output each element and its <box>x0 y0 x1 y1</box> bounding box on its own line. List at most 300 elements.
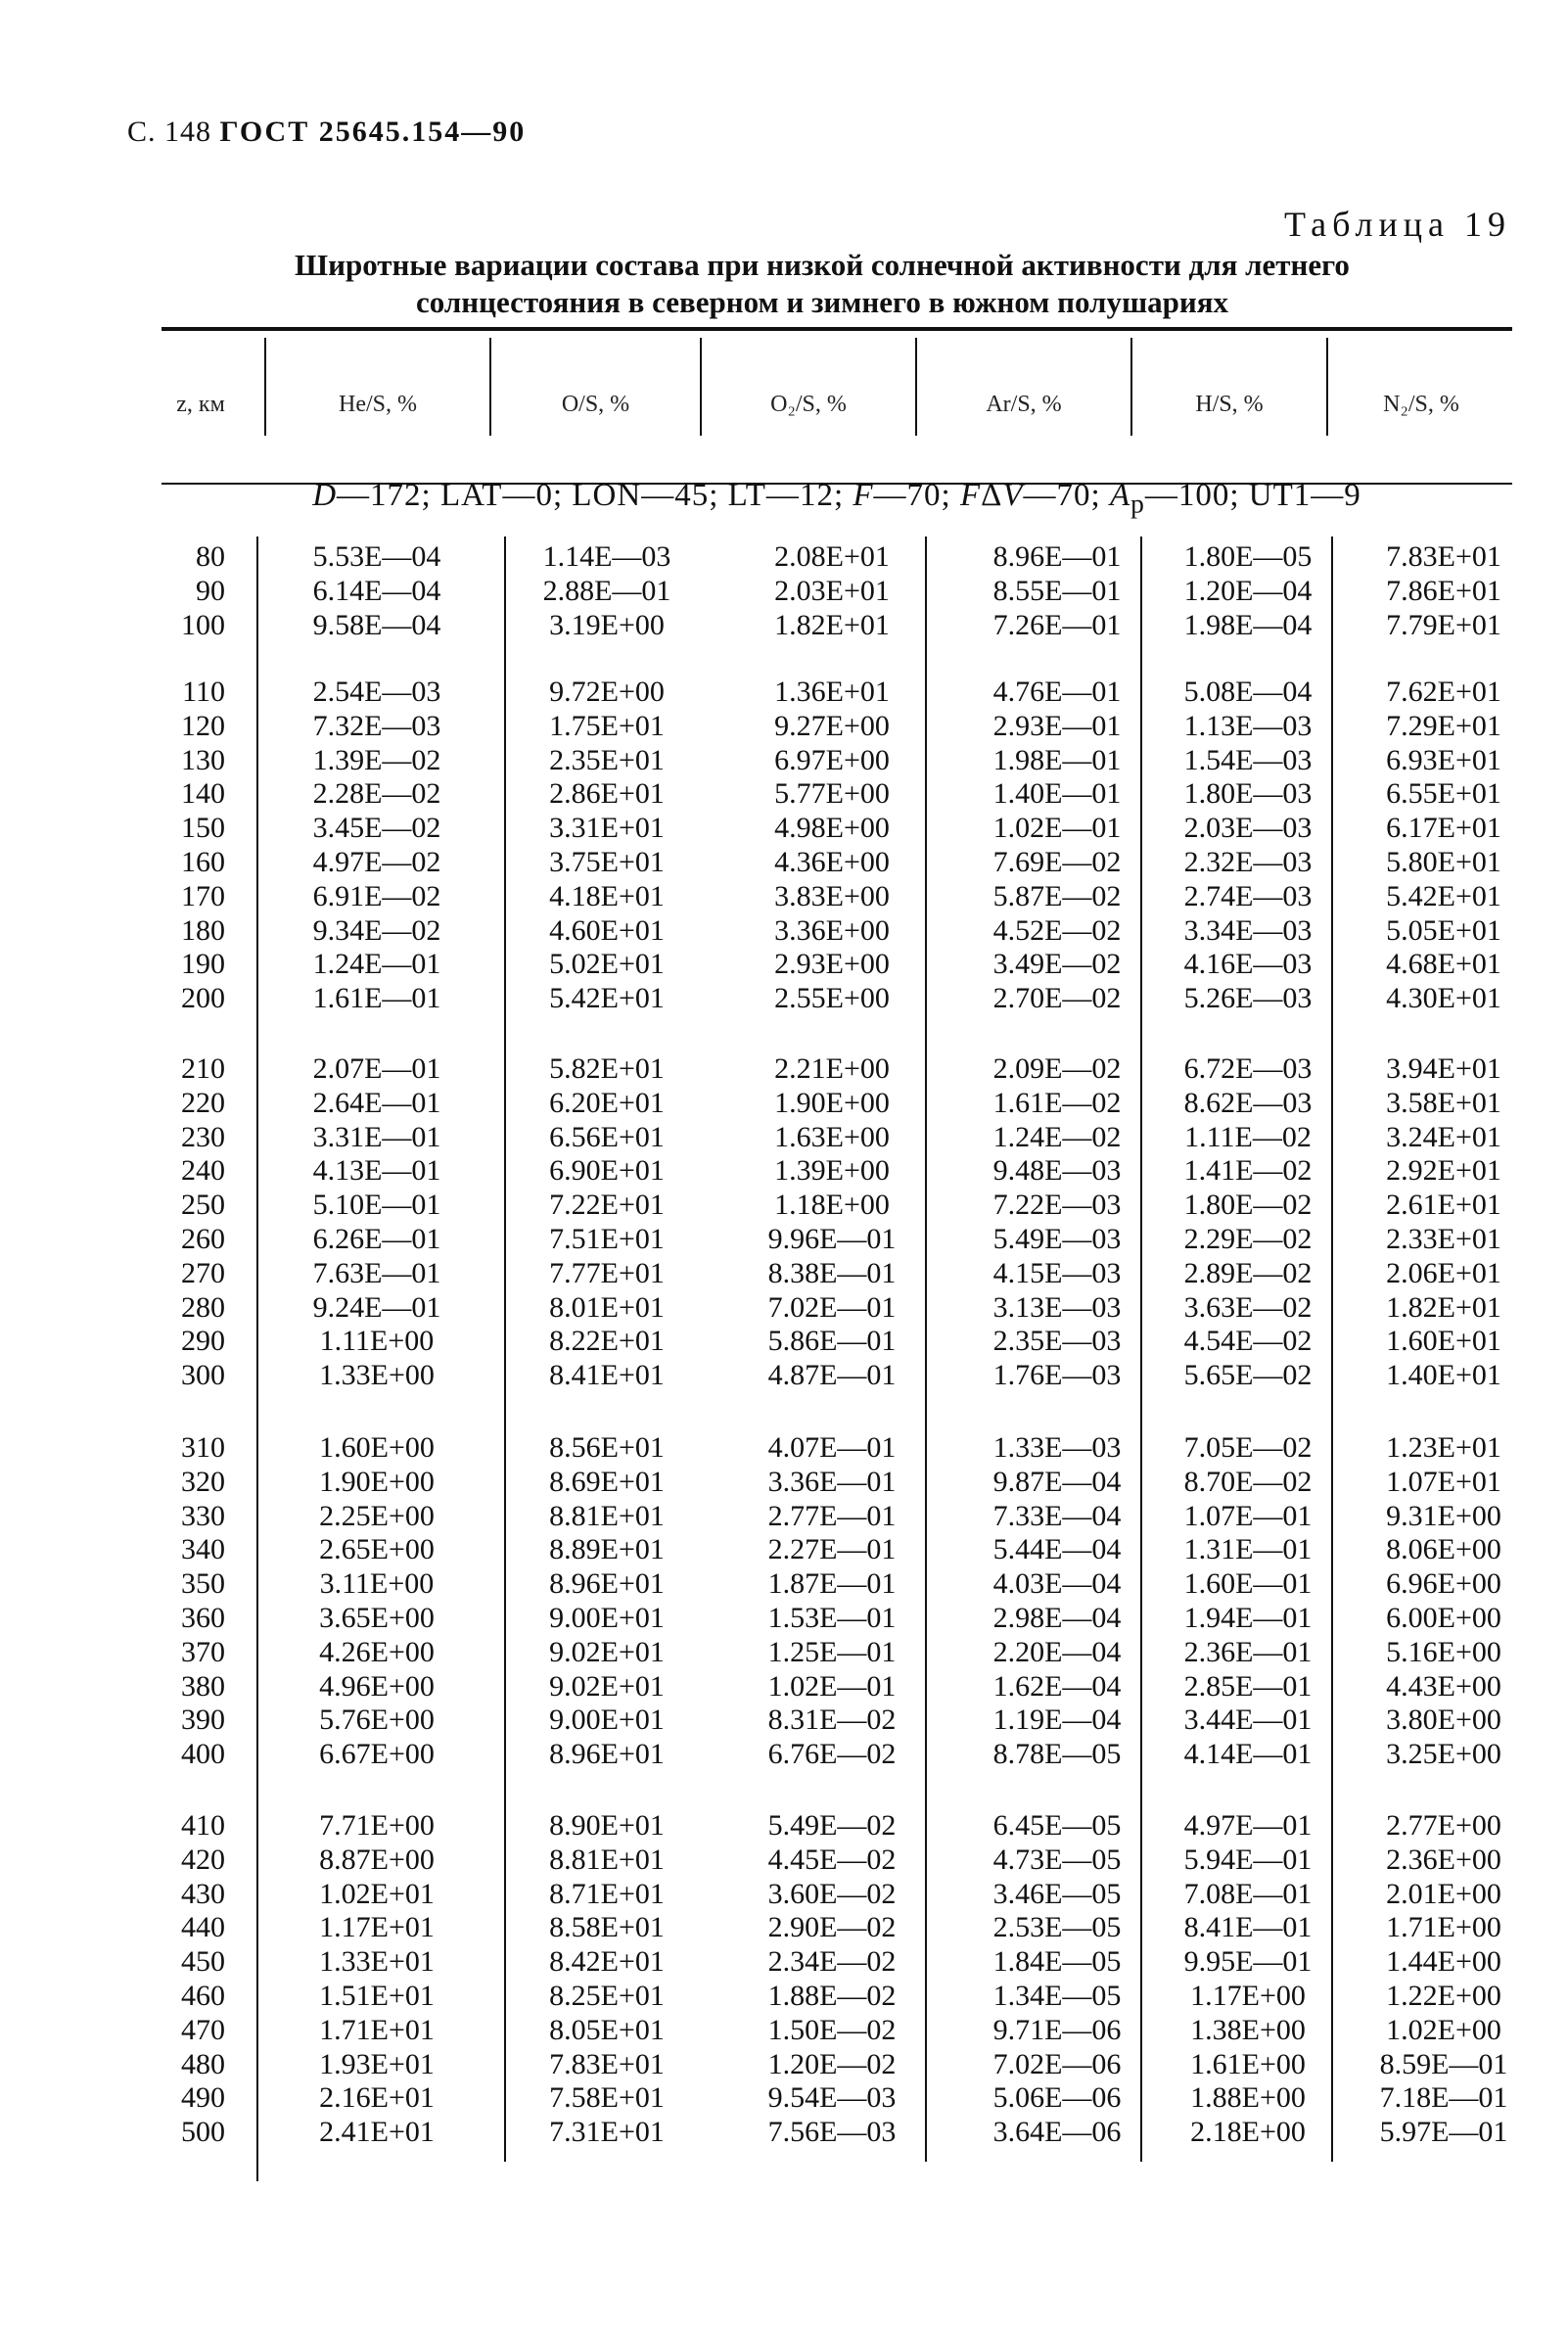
n2-cell: 1.44E+00 <box>1386 1945 1501 1979</box>
table-row <box>0 2048 1568 2083</box>
table-row <box>0 948 1568 983</box>
n2-cell: 5.80E+01 <box>1386 846 1501 878</box>
param-d: 172 <box>370 478 422 513</box>
h-cell: 1.20E—04 <box>1183 574 1313 607</box>
altitude-cell: 490 <box>181 2081 225 2115</box>
n2-cell: 3.58E+01 <box>1386 1086 1501 1119</box>
o2-cell: 3.60E—02 <box>767 1877 897 1910</box>
n2-cell: 1.22E+00 <box>1386 1980 1501 2012</box>
ar-cell: 2.93E—01 <box>992 709 1122 742</box>
o-cell: 3.19E+00 <box>549 608 665 641</box>
he-cell: 1.24E—01 <box>312 948 441 981</box>
o2-cell: 7.02E—01 <box>767 1290 897 1324</box>
h-cell: 4.54E—02 <box>1183 1325 1313 1358</box>
he-cell: 3.31E—01 <box>312 1120 441 1153</box>
table-row <box>0 914 1568 950</box>
n2-cell: 2.92E+01 <box>1386 1154 1501 1188</box>
o-cell: 6.20E+01 <box>549 1086 665 1119</box>
he-cell: 6.91E—02 <box>312 879 441 912</box>
o2-cell: 9.54E—03 <box>767 2081 897 2115</box>
altitude-cell: 340 <box>181 1533 225 1566</box>
n2-cell: 1.02E+00 <box>1386 2013 1501 2046</box>
n2-cell: 5.97E—01 <box>1379 2116 1508 2149</box>
n2-cell: 6.93E+01 <box>1386 743 1501 776</box>
table-row <box>0 1980 1568 2015</box>
table-row <box>0 1602 1568 1637</box>
he-cell: 4.13E—01 <box>312 1154 441 1188</box>
h-cell: 3.63E—02 <box>1183 1290 1313 1324</box>
caption-line-2: солнцестояния в северном и зимнего в южном полушариях <box>415 285 1228 319</box>
h-cell: 2.03E—03 <box>1183 812 1313 845</box>
table-number: Таблица 19 <box>1284 205 1511 244</box>
h-cell: 5.08E—04 <box>1183 676 1313 708</box>
o2-cell: 2.93E+00 <box>774 948 890 981</box>
n2-cell: 2.36E+00 <box>1386 1843 1501 1876</box>
o2-cell: 1.90E+00 <box>774 1086 890 1119</box>
he-cell: 1.33E+00 <box>319 1359 435 1392</box>
ar-cell: 8.96E—01 <box>992 540 1122 573</box>
n2-cell: 7.29E+01 <box>1386 709 1501 742</box>
o-cell: 3.75E+01 <box>549 846 665 878</box>
o2-cell: 1.88E—02 <box>767 1980 897 2012</box>
o2-cell: 5.86E—01 <box>767 1325 897 1358</box>
h-cell: 4.16E—03 <box>1183 948 1313 981</box>
o2-cell: 4.87E—01 <box>767 1359 897 1392</box>
he-cell: 2.64E—01 <box>312 1086 441 1119</box>
he-cell: 6.26E—01 <box>312 1223 441 1255</box>
table-caption <box>157 247 1488 321</box>
o-cell: 8.22E+01 <box>549 1325 665 1358</box>
o2-cell: 2.55E+00 <box>774 982 890 1015</box>
h-cell: 7.08E—01 <box>1183 1877 1313 1910</box>
h-cell: 5.94E—01 <box>1183 1843 1313 1876</box>
altitude-cell: 150 <box>181 812 225 845</box>
he-cell: 7.32E—03 <box>312 709 441 742</box>
altitude-cell: 260 <box>181 1223 225 1255</box>
he-cell: 4.26E+00 <box>319 1635 435 1668</box>
he-cell: 1.93E+01 <box>319 2047 435 2080</box>
o2-cell: 1.53E—01 <box>767 1602 897 1634</box>
table-row <box>0 1052 1568 1088</box>
o2-cell: 3.83E+00 <box>774 879 890 912</box>
ar-cell: 9.48E—03 <box>992 1154 1122 1188</box>
altitude-cell: 380 <box>181 1669 225 1703</box>
n2-cell: 2.33E+01 <box>1386 1223 1501 1255</box>
ar-cell: 1.84E—05 <box>992 1945 1122 1979</box>
running-header <box>127 116 526 149</box>
altitude-cell: 430 <box>181 1877 225 1910</box>
h-cell: 3.44E—01 <box>1183 1704 1313 1737</box>
o-cell: 8.96E+01 <box>549 1567 665 1601</box>
altitude-cell: 470 <box>181 2013 225 2046</box>
he-cell: 2.25E+00 <box>319 1499 435 1532</box>
ar-cell: 1.62E—04 <box>992 1669 1122 1703</box>
o2-cell: 1.50E—02 <box>767 2013 897 2046</box>
ar-cell: 7.69E—02 <box>992 846 1122 878</box>
n2-cell: 1.40E+01 <box>1386 1359 1501 1392</box>
table-row <box>0 1257 1568 1292</box>
table-row <box>0 1670 1568 1705</box>
o2-cell: 1.63E+00 <box>774 1120 890 1153</box>
he-cell: 7.63E—01 <box>312 1256 441 1289</box>
h-cell: 1.38E+00 <box>1190 2013 1306 2046</box>
ar-cell: 6.45E—05 <box>992 1809 1122 1842</box>
n2-cell: 5.16E+00 <box>1386 1635 1501 1668</box>
o2-cell: 2.08E+01 <box>774 540 890 573</box>
table-row <box>0 1325 1568 1360</box>
ar-cell: 5.06E—06 <box>992 2081 1122 2115</box>
altitude-cell: 320 <box>181 1465 225 1498</box>
he-cell: 2.28E—02 <box>312 777 441 811</box>
o2-cell: 1.39E+00 <box>774 1154 890 1188</box>
o2-cell: 8.38E—01 <box>767 1256 897 1289</box>
he-cell: 1.51E+01 <box>319 1980 435 2012</box>
param-lon: 45 <box>674 478 710 513</box>
n2-cell: 2.77E+00 <box>1386 1809 1501 1842</box>
altitude-cell: 170 <box>181 879 225 912</box>
h-cell: 1.11E—02 <box>1184 1120 1312 1153</box>
column-header-ar: Ar/S, % <box>986 391 1062 417</box>
o-cell: 7.58E+01 <box>549 2081 665 2115</box>
model-parameters: D—172; LAT—0; LON—45; LT—12; F—70; FΔV—70; $A_p—100$; UT1—9 <box>312 478 1361 519</box>
o-cell: 8.56E+01 <box>549 1431 665 1464</box>
o-cell: 8.90E+01 <box>549 1809 665 1842</box>
table-row <box>0 2081 1568 2117</box>
altitude-cell: 460 <box>181 1980 225 2012</box>
ar-cell: 1.24E—02 <box>992 1120 1122 1153</box>
h-cell: 1.31E—01 <box>1183 1533 1313 1566</box>
he-cell: 3.45E—02 <box>312 812 441 845</box>
ar-cell: 2.20E—04 <box>992 1635 1122 1668</box>
o-cell: 1.14E—03 <box>542 540 671 573</box>
altitude-cell: 250 <box>181 1189 225 1222</box>
standard-number: ГОСТ 25645.154—90 <box>219 116 527 148</box>
n2-cell: 4.43E+00 <box>1386 1669 1501 1703</box>
altitude-cell: 110 <box>182 676 225 708</box>
n2-cell: 7.83E+01 <box>1386 540 1501 573</box>
he-cell: 1.02E+01 <box>319 1877 435 1910</box>
ar-cell: 7.26E—01 <box>992 608 1122 641</box>
ar-cell: 5.44E—04 <box>992 1533 1122 1566</box>
h-cell: 8.62E—03 <box>1183 1086 1313 1119</box>
column-header-o2: O₂/S, % <box>770 391 847 417</box>
table-row <box>0 812 1568 847</box>
altitude-cell: 280 <box>181 1290 225 1324</box>
o-cell: 2.86E+01 <box>549 777 665 811</box>
he-cell: 2.54E—03 <box>312 676 441 708</box>
he-cell: 7.71E+00 <box>319 1809 435 1842</box>
n2-cell: 2.01E+00 <box>1386 1877 1501 1910</box>
o-cell: 7.83E+01 <box>549 2047 665 2080</box>
he-cell: 9.24E—01 <box>312 1290 441 1324</box>
o-cell: 8.41E+01 <box>549 1359 665 1392</box>
table-row <box>0 1567 1568 1603</box>
o2-cell: 4.98E+00 <box>774 812 890 845</box>
table-row <box>0 846 1568 881</box>
h-cell: 8.41E—01 <box>1183 1911 1313 1944</box>
o2-cell: 7.56E—03 <box>767 2116 897 2149</box>
altitude-cell: 440 <box>181 1911 225 1944</box>
o-cell: 8.05E+01 <box>549 2013 665 2046</box>
o-cell: 5.82E+01 <box>549 1052 665 1085</box>
table-row <box>0 1291 1568 1327</box>
table-row <box>0 1121 1568 1156</box>
ar-cell: 8.55E—01 <box>992 574 1122 607</box>
he-cell: 3.11E+00 <box>319 1567 435 1601</box>
altitude-cell: 120 <box>181 709 225 742</box>
table-row <box>0 1431 1568 1467</box>
h-cell: 9.95E—01 <box>1183 1945 1313 1979</box>
ar-cell: 1.61E—02 <box>992 1086 1122 1119</box>
ar-cell: 1.40E—01 <box>992 777 1122 811</box>
o2-cell: 4.07E—01 <box>767 1431 897 1464</box>
he-cell: 5.10E—01 <box>312 1189 441 1222</box>
altitude-cell: 500 <box>181 2116 225 2149</box>
altitude-cell: 480 <box>181 2047 225 2080</box>
h-cell: 1.80E—05 <box>1183 540 1313 573</box>
o-cell: 9.00E+01 <box>549 1704 665 1737</box>
n2-cell: 9.31E+00 <box>1386 1499 1501 1532</box>
he-cell: 6.14E—04 <box>312 574 441 607</box>
altitude-cell: 210 <box>181 1052 225 1085</box>
altitude-cell: 410 <box>181 1809 225 1842</box>
n2-cell: 5.42E+01 <box>1386 879 1501 912</box>
n2-cell: 1.23E+01 <box>1386 1431 1501 1464</box>
o2-cell: 5.49E—02 <box>767 1809 897 1842</box>
he-cell: 1.90E+00 <box>319 1465 435 1498</box>
o-cell: 8.25E+01 <box>549 1980 665 2012</box>
he-cell: 1.60E+00 <box>319 1431 435 1464</box>
he-cell: 1.71E+01 <box>319 2013 435 2046</box>
n2-cell: 3.80E+00 <box>1386 1704 1501 1737</box>
altitude-cell: 300 <box>181 1359 225 1392</box>
ar-cell: 1.33E—03 <box>992 1431 1122 1464</box>
altitude-cell: 160 <box>181 846 225 878</box>
he-cell: 1.39E—02 <box>312 743 441 776</box>
o2-cell: 8.31E—02 <box>767 1704 897 1737</box>
he-cell: 2.16E+01 <box>319 2081 435 2115</box>
table-row <box>0 744 1568 779</box>
ar-cell: 3.13E—03 <box>992 1290 1122 1324</box>
he-cell: 1.61E—01 <box>312 982 441 1015</box>
o2-cell: 2.21E+00 <box>774 1052 890 1085</box>
ar-cell: 4.52E—02 <box>992 913 1122 947</box>
he-cell: 2.65E+00 <box>319 1533 435 1566</box>
h-cell: 1.54E—03 <box>1183 743 1313 776</box>
o2-cell: 6.76E—02 <box>767 1738 897 1771</box>
he-cell: 5.53E—04 <box>312 540 441 573</box>
h-cell: 1.13E—03 <box>1183 709 1313 742</box>
ar-cell: 3.46E—05 <box>992 1877 1122 1910</box>
table-row <box>0 1466 1568 1501</box>
h-cell: 4.14E—01 <box>1183 1738 1313 1771</box>
table-row <box>0 2014 1568 2049</box>
column-header-altitude: z, км <box>176 391 225 417</box>
ar-cell: 4.15E—03 <box>992 1256 1122 1289</box>
o2-cell: 1.18E+00 <box>774 1189 890 1222</box>
ar-cell: 4.76E—01 <box>992 676 1122 708</box>
h-cell: 1.60E—01 <box>1183 1567 1313 1601</box>
n2-cell: 7.62E+01 <box>1386 676 1501 708</box>
ar-cell: 2.35E—03 <box>992 1325 1122 1358</box>
n2-cell: 7.86E+01 <box>1386 574 1501 607</box>
o-cell: 9.02E+01 <box>549 1669 665 1703</box>
altitude-cell: 390 <box>181 1704 225 1737</box>
h-cell: 2.18E+00 <box>1190 2116 1306 2149</box>
param-lt: 12 <box>799 478 834 513</box>
h-cell: 1.07E—01 <box>1183 1499 1313 1532</box>
ar-cell: 2.70E—02 <box>992 982 1122 1015</box>
h-cell: 5.65E—02 <box>1183 1359 1313 1392</box>
he-cell: 6.67E+00 <box>319 1738 435 1771</box>
altitude-cell: 220 <box>181 1086 225 1119</box>
ar-cell: 7.33E—04 <box>992 1499 1122 1532</box>
o2-cell: 1.82E+01 <box>774 608 890 641</box>
param-ut: 9 <box>1344 478 1361 513</box>
o2-cell: 5.77E+00 <box>774 777 890 811</box>
o2-cell: 9.27E+00 <box>774 709 890 742</box>
table-row <box>0 1878 1568 1913</box>
n2-cell: 5.05E+01 <box>1386 913 1501 947</box>
n2-cell: 4.30E+01 <box>1386 982 1501 1015</box>
h-cell: 1.80E—02 <box>1183 1189 1313 1222</box>
n2-cell: 7.79E+01 <box>1386 608 1501 641</box>
n2-cell: 6.17E+01 <box>1386 812 1501 845</box>
altitude-cell: 130 <box>181 743 225 776</box>
o2-cell: 1.87E—01 <box>767 1567 897 1601</box>
o-cell: 7.51E+01 <box>549 1223 665 1255</box>
o-cell: 8.42E+01 <box>549 1945 665 1979</box>
he-cell: 2.07E—01 <box>312 1052 441 1085</box>
h-cell: 1.98E—04 <box>1183 608 1313 641</box>
ar-cell: 1.19E—04 <box>992 1704 1122 1737</box>
caption-line-1: Широтные вариации состава при низкой солнечной активности для летнего <box>295 248 1350 282</box>
page-ref: С. 148 <box>127 116 212 148</box>
ar-cell: 1.34E—05 <box>992 1980 1122 2012</box>
o-cell: 8.81E+01 <box>549 1843 665 1876</box>
o2-cell: 1.25E—01 <box>767 1635 897 1668</box>
altitude-cell: 310 <box>181 1431 225 1464</box>
n2-cell: 6.00E+00 <box>1386 1602 1501 1634</box>
altitude-cell: 230 <box>181 1120 225 1153</box>
o-cell: 8.96E+01 <box>549 1738 665 1771</box>
ar-cell: 5.87E—02 <box>992 879 1122 912</box>
n2-cell: 7.18E—01 <box>1379 2081 1508 2115</box>
table-row <box>0 1154 1568 1190</box>
h-cell: 1.41E—02 <box>1183 1154 1313 1188</box>
ar-cell: 3.49E—02 <box>992 948 1122 981</box>
n2-cell: 1.71E+00 <box>1386 1911 1501 1944</box>
o-cell: 9.00E+01 <box>549 1602 665 1634</box>
h-cell: 1.17E+00 <box>1190 1980 1306 2012</box>
param-fav: 70 <box>1056 478 1091 513</box>
o2-cell: 2.77E—01 <box>767 1499 897 1532</box>
he-cell: 1.33E+01 <box>319 1945 435 1979</box>
n2-cell: 2.61E+01 <box>1386 1189 1501 1222</box>
he-cell: 1.11E+00 <box>319 1325 435 1358</box>
n2-cell: 3.94E+01 <box>1386 1052 1501 1085</box>
o2-cell: 2.27E—01 <box>767 1533 897 1566</box>
o-cell: 8.81E+01 <box>549 1499 665 1532</box>
table-row <box>0 1738 1568 1773</box>
o-cell: 7.22E+01 <box>549 1189 665 1222</box>
o-cell: 9.72E+00 <box>549 676 665 708</box>
n2-cell: 1.82E+01 <box>1386 1290 1501 1324</box>
n2-cell: 6.55E+01 <box>1386 777 1501 811</box>
table-row <box>0 710 1568 745</box>
h-cell: 2.36E—01 <box>1183 1635 1313 1668</box>
altitude-cell: 270 <box>181 1256 225 1289</box>
altitude-cell: 350 <box>181 1567 225 1601</box>
ar-cell: 9.71E—06 <box>992 2013 1122 2046</box>
altitude-cell: 140 <box>181 777 225 811</box>
ar-cell: 4.73E—05 <box>992 1843 1122 1876</box>
o2-cell: 4.45E—02 <box>767 1843 897 1876</box>
o-cell: 6.90E+01 <box>549 1154 665 1188</box>
h-cell: 4.97E—01 <box>1183 1809 1313 1842</box>
n2-cell: 3.24E+01 <box>1386 1120 1501 1153</box>
altitude-cell: 200 <box>181 982 225 1015</box>
table-row <box>0 1911 1568 1946</box>
o2-cell: 6.97E+00 <box>774 743 890 776</box>
o2-cell: 2.34E—02 <box>767 1945 897 1979</box>
o2-cell: 2.03E+01 <box>774 574 890 607</box>
ar-cell: 7.22E—03 <box>992 1189 1122 1222</box>
h-cell: 2.74E—03 <box>1183 879 1313 912</box>
altitude-cell: 360 <box>181 1602 225 1634</box>
n2-cell: 1.07E+01 <box>1386 1465 1501 1498</box>
h-cell: 6.72E—03 <box>1183 1052 1313 1085</box>
param-f: 70 <box>906 478 942 513</box>
o-cell: 8.69E+01 <box>549 1465 665 1498</box>
ar-cell: 1.98E—01 <box>992 743 1122 776</box>
h-cell: 2.32E—03 <box>1183 846 1313 878</box>
o2-cell: 3.36E+00 <box>774 913 890 947</box>
ar-cell: 7.02E—06 <box>992 2047 1122 2080</box>
h-cell: 8.70E—02 <box>1183 1465 1313 1498</box>
table-row <box>0 1636 1568 1671</box>
h-cell: 2.89E—02 <box>1183 1256 1313 1289</box>
altitude-cell: 240 <box>181 1154 225 1188</box>
ar-cell: 1.76E—03 <box>992 1359 1122 1392</box>
ar-cell: 4.03E—04 <box>992 1567 1122 1601</box>
ar-cell: 2.98E—04 <box>992 1602 1122 1634</box>
table-row <box>0 609 1568 644</box>
o-cell: 8.01E+01 <box>549 1290 665 1324</box>
o-cell: 8.89E+01 <box>549 1533 665 1566</box>
table-row <box>0 1704 1568 1739</box>
altitude-cell: 80 <box>196 540 225 573</box>
ar-cell: 1.02E—01 <box>992 812 1122 845</box>
table-row <box>0 575 1568 610</box>
h-cell: 7.05E—02 <box>1183 1431 1313 1464</box>
h-cell: 5.26E—03 <box>1183 982 1313 1015</box>
o2-cell: 1.20E—02 <box>767 2047 897 2080</box>
table-row <box>0 1844 1568 1879</box>
table-row <box>0 1223 1568 1258</box>
o-cell: 8.71E+01 <box>549 1877 665 1910</box>
ar-cell: 2.53E—05 <box>992 1911 1122 1944</box>
ar-cell: 3.64E—06 <box>992 2116 1122 2149</box>
o-cell: 8.58E+01 <box>549 1911 665 1944</box>
altitude-cell: 450 <box>181 1945 225 1979</box>
table-row <box>0 1809 1568 1844</box>
he-cell: 3.65E+00 <box>319 1602 435 1634</box>
table-row <box>0 1945 1568 1981</box>
table-row <box>0 1359 1568 1394</box>
param-lat: 0 <box>535 478 553 513</box>
ar-cell: 5.49E—03 <box>992 1223 1122 1255</box>
